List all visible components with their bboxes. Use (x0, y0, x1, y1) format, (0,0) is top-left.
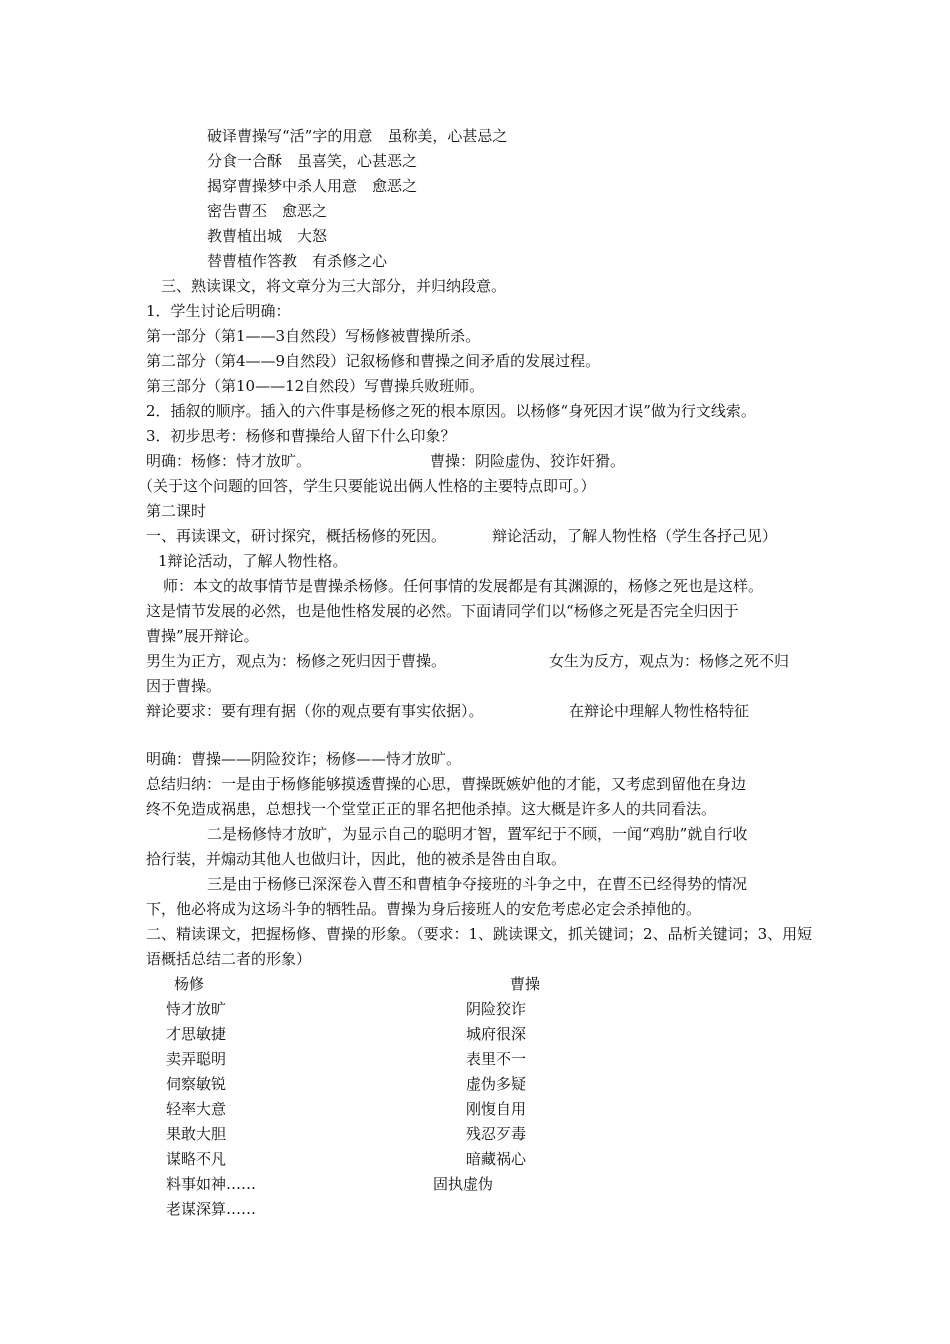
event-item: 教曹植出城 大怒 (207, 227, 328, 245)
section3-part2: 第二部分（第4——9自然段）记叙杨修和曹操之间矛盾的发展过程。 (146, 352, 601, 370)
yangxiu-header: 杨修 (174, 975, 205, 993)
event-item: 揭穿曹操梦中杀人用意 愈恶之 (207, 177, 418, 195)
lesson2-part1-side: 辩论活动，了解人物性格（学生各抒己见） (492, 527, 778, 545)
summary-line: 拾行装，并煽动其他人也做归计，因此，他的被杀是咎由自取。 (146, 850, 567, 868)
summary-line: 总结归纳：一是由于杨修能够摸透曹操的心思，曹操既嫉妒他的才能，又考虑到留他在身边 (146, 775, 747, 793)
summary-line: 下，他必将成为这场斗争的牺牲品。曹操为身后接班人的安危考虑必定会杀掉他的。 (146, 900, 702, 918)
teacher-paragraph-line3: 曹操”展开辩论。 (146, 627, 259, 645)
section3-note: （关于这个问题的回答，学生只要能说出俩人性格的主要特点即可。） (138, 477, 596, 495)
lesson2-title: 第二课时 (146, 502, 207, 520)
answer-caocao: 曹操：阴险虚伪、狡诈奸猾。 (430, 452, 626, 470)
clarify-line: 明确：曹操——阴险狡诈；杨修——恃才放旷。 (146, 750, 462, 768)
yangxiu-trait: 谋略不凡 (166, 1150, 227, 1168)
lesson2-part2-line2: 语概括总结二者的形象） (146, 950, 312, 968)
caocao-trait: 城府很深 (466, 1025, 527, 1043)
event-item: 密告曹丕 愈恶之 (207, 202, 328, 220)
lesson2-part2-line1: 二、精读课文，把握杨修、曹操的形象。（要求：1、跳读课文，抓关键词；2、品析关键词；3、用短 (146, 925, 813, 943)
yangxiu-trait: 果敢大胆 (166, 1125, 227, 1143)
event-item: 替曹植作答教 有杀修之心 (207, 252, 388, 270)
event-item: 分食一合酥 虽喜笑，心甚恶之 (207, 152, 418, 170)
debate-girls-line1: 女生为反方，观点为：杨修之死不归 (549, 652, 790, 670)
yangxiu-trait: 轻率大意 (166, 1100, 227, 1118)
yangxiu-trait: 伺察敏锐 (166, 1075, 227, 1093)
caocao-trait: 阴险狡诈 (466, 1000, 527, 1018)
caocao-trait: 固执虚伪 (433, 1175, 494, 1193)
summary-line: 三是由于杨修已深深卷入曹丕和曹植争夺接班的斗争之中，在曹丕已经得势的情况 (207, 875, 748, 893)
yangxiu-trait: 卖弄聪明 (166, 1050, 227, 1068)
event-item: 破译曹操写“活”字的用意 虽称美，心甚忌之 (207, 127, 508, 145)
yangxiu-trait: 老谋深算…… (166, 1200, 257, 1218)
teacher-paragraph-line1: 师：本文的故事情节是曹操杀杨修。任何事情的发展都是有其渊源的，杨修之死也是这样。 (163, 577, 764, 595)
summary-line: 二是杨修恃才放旷，为显示自己的聪明才智，置军纪于不顾，一闻“鸡肋”就自行收 (207, 825, 748, 843)
lesson2-sub1: 1辩论活动，了解人物性格。 (158, 552, 348, 570)
debate-girls-line2: 因于曹操。 (146, 677, 222, 695)
debate-requirement: 辩论要求：要有理有据（你的观点要有事实依据）。 (146, 702, 484, 720)
section3-heading: 三、熟读课文，将文章分为三大部分，并归纳段意。 (161, 277, 507, 295)
section3-item2: 2．插叙的顺序。插入的六件事是杨修之死的根本原因。以杨修“身死因才误”做为行文线索。 (146, 402, 756, 420)
debate-requirement-side: 在辩论中理解人物性格特征 (569, 702, 750, 720)
yangxiu-trait: 才思敏捷 (166, 1025, 227, 1043)
caocao-trait: 虚伪多疑 (466, 1075, 527, 1093)
yangxiu-trait: 恃才放旷 (166, 1000, 227, 1018)
lesson2-part1-heading: 一、再读课文，研讨探究，概括杨修的死因。 (146, 527, 447, 545)
caocao-header: 曹操 (510, 975, 541, 993)
answer-yangxiu: 明确：杨修：恃才放旷。 (146, 452, 312, 470)
section3-part1: 第一部分（第1——3自然段）写杨修被曹操所杀。 (146, 327, 481, 345)
caocao-trait: 暗藏祸心 (466, 1150, 527, 1168)
yangxiu-trait: 料事如神…… (166, 1175, 257, 1193)
caocao-trait: 刚愎自用 (466, 1100, 527, 1118)
summary-line: 终不免造成祸患，总想找一个堂堂正正的罪名把他杀掉。这大概是许多人的共同看法。 (146, 800, 717, 818)
caocao-trait: 表里不一 (466, 1050, 527, 1068)
section3-item1: 1．学生讨论后明确： (146, 302, 291, 320)
caocao-trait: 残忍歹毒 (466, 1125, 527, 1143)
section3-part3: 第三部分（第10——12自然段）写曹操兵败班师。 (146, 377, 485, 395)
section3-item3: 3．初步思考：杨修和曹操给人留下什么印象？ (146, 427, 456, 445)
debate-boys: 男生为正方，观点为：杨修之死归因于曹操。 (146, 652, 447, 670)
teacher-paragraph-line2: 这是情节发展的必然，也是他性格发展的必然。下面请同学们以“杨修之死是否完全归因于 (146, 602, 739, 620)
